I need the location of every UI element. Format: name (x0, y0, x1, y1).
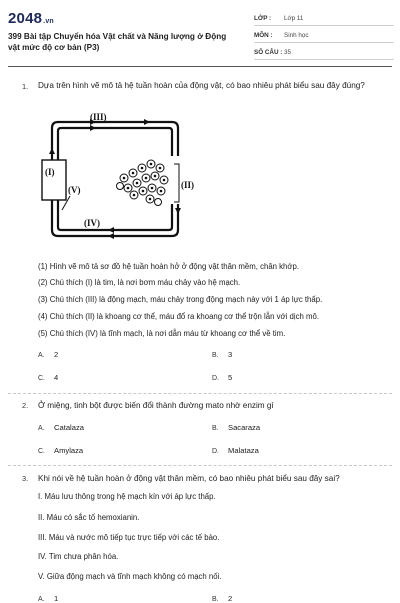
label-V: (V) (68, 185, 81, 195)
option-text: Malataza (228, 446, 259, 455)
brand-tld: .vn (43, 18, 54, 25)
option-letter: A. (38, 425, 45, 432)
question-number: 2. (22, 401, 29, 410)
meta-label: LỚP : (254, 15, 272, 22)
option-text: 2 (228, 594, 233, 603)
answer-option[interactable] (38, 446, 83, 455)
document-title: 399 Bài tập Chuyển hóa Vật chất và Năng lượng ở Động vật mức độ cơ bản (P3) (8, 32, 227, 52)
question-text: Dựa trên hình vẽ mô tả hệ tuần hoàn của động vật, có bao nhiêu phát biểu sau đây đúng? (38, 81, 365, 90)
question-divider (8, 393, 392, 394)
statement: (2) Chú thích (I) là tim, là nơi bơm máu chảy vào hệ mạch. (38, 278, 241, 287)
option-letter: B. (212, 596, 219, 603)
option-letter: B. (212, 425, 219, 432)
statement: III. Máu và nước mô tiếp tục trực tiếp với các tế bào. (38, 533, 220, 542)
answer-option[interactable] (38, 423, 84, 432)
option-text: 2 (54, 350, 59, 359)
question-text: Khi nói về hệ tuần hoàn ở động vật thân mềm, có bao nhiêu phát biểu sau đây sai? (38, 474, 340, 483)
label-III: (III) (90, 112, 107, 122)
question-text: Ở miệng, tinh bột được biến đổi thành đường mato nhờ enzim gì (38, 401, 274, 410)
option-text: 1 (54, 594, 59, 603)
circulatory-diagram (38, 112, 208, 244)
option-text: 4 (54, 373, 59, 382)
meta-panel (254, 12, 394, 63)
meta-value: Sinh học (284, 32, 309, 39)
site-logo[interactable] (8, 10, 54, 27)
answer-option[interactable] (212, 594, 232, 603)
answer-option[interactable] (38, 350, 58, 359)
option-letter: D. (212, 375, 219, 382)
question-number: 1. (22, 82, 29, 91)
answer-option[interactable] (212, 423, 260, 432)
statement: IV. Tim chưa phân hóa. (38, 552, 119, 561)
statement: (4) Chú thích (II) là khoang cơ thể, máu đổ ra khoang cơ thể trộn lẫn với dịch mô. (38, 312, 320, 321)
answer-option[interactable] (38, 594, 58, 603)
label-IV: (IV) (84, 218, 100, 228)
answer-option[interactable] (212, 446, 259, 455)
question-number: 3. (22, 474, 29, 483)
option-letter: A. (38, 352, 45, 359)
meta-row-count (254, 46, 394, 60)
statement: (3) Chú thích (III) là động mạch, máu chảy trong động mạch này với 1 áp lực thấp. (38, 295, 323, 304)
meta-label: SỐ CÂU : (254, 49, 283, 56)
header-divider (8, 66, 392, 67)
answer-option[interactable] (212, 350, 232, 359)
option-letter: D. (212, 448, 219, 455)
meta-label: MÔN : (254, 32, 273, 39)
label-II: (II) (181, 180, 194, 190)
meta-row-subject (254, 29, 394, 43)
option-letter: B. (212, 352, 219, 359)
option-letter: C. (38, 448, 45, 455)
brand-name: 2048 (8, 10, 43, 27)
answer-option[interactable] (212, 373, 232, 382)
option-letter: A. (38, 596, 45, 603)
option-letter: C. (38, 375, 45, 382)
meta-row-class (254, 12, 394, 26)
page-header (0, 0, 400, 68)
statement: II. Máu có sắc tố hemoxianin. (38, 513, 140, 522)
statement: V. Giữa động mạch và tĩnh mạch không có mạch nối. (38, 572, 222, 581)
statement: (1) Hình vẽ mô tả sơ đồ hệ tuần hoàn hở ở động vật thân mềm, chân khớp. (38, 262, 300, 271)
option-text: Catalaza (54, 423, 84, 432)
option-text: Amylaza (54, 446, 84, 455)
option-text: Sacaraza (228, 423, 261, 432)
question-divider (8, 465, 392, 466)
answer-option[interactable] (38, 373, 58, 382)
option-text: 5 (228, 373, 233, 382)
statement: (5) Chú thích (IV) là tĩnh mạch, là nơi dẫn máu từ khoang cơ thể về tim. (38, 329, 286, 338)
statement: I. Máu lưu thông trong hệ mạch kín với áp lực thấp. (38, 492, 216, 501)
option-text: 3 (228, 350, 233, 359)
meta-value: 35 (284, 49, 292, 56)
meta-value: Lớp 11 (284, 15, 304, 22)
label-I: (I) (45, 167, 55, 177)
